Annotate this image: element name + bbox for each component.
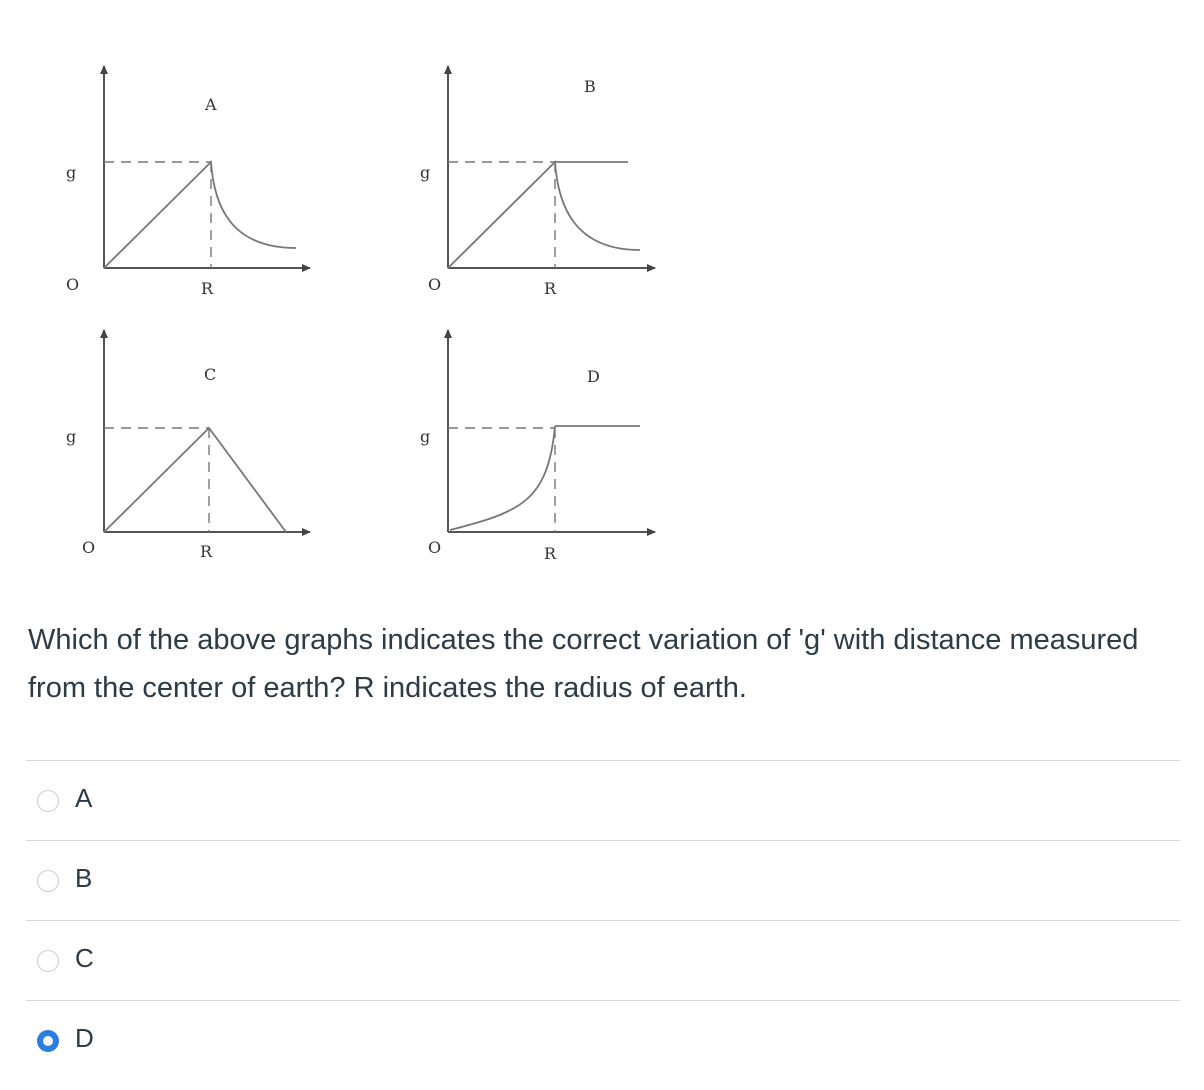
graph-a-origin-label: O <box>66 275 80 294</box>
graph-b-y-label: g <box>420 163 431 182</box>
graph-c-curve <box>104 428 286 532</box>
answer-label: B <box>75 863 93 893</box>
graph-b <box>420 66 655 298</box>
radio-button[interactable] <box>37 950 59 972</box>
graph-b-origin-label: O <box>428 275 442 294</box>
graph-d-curve <box>450 426 555 530</box>
graph-d-origin-label: O <box>428 538 442 557</box>
graph-d-y-label: g <box>420 427 431 446</box>
graph-b-curve <box>448 162 640 268</box>
graph-b-title: B <box>584 77 596 96</box>
graph-a-title: A <box>205 95 217 114</box>
answer-label: A <box>75 783 93 813</box>
answer-option-b[interactable] <box>26 840 1180 920</box>
answer-list <box>26 760 1180 1080</box>
question-text: Which of the above graphs indicates the correct variation of 'g' with distance measured from the center of earth? R indicates the radius of earth. <box>28 624 1139 704</box>
graph-a-x-label: R <box>201 279 214 298</box>
radio-button[interactable] <box>37 790 59 812</box>
graph-c-y-label: g <box>66 427 77 446</box>
graph-c <box>66 330 310 561</box>
graph-c-x-label: R <box>200 542 213 561</box>
graph-c-origin-label: O <box>82 538 96 557</box>
graph-b-x-label: R <box>544 279 557 298</box>
graph-d <box>420 330 655 563</box>
answer-option-c[interactable] <box>26 920 1180 1000</box>
answer-label: C <box>75 943 94 973</box>
graph-c-title: C <box>204 365 217 384</box>
answer-option-a[interactable] <box>26 760 1180 840</box>
answer-option-d[interactable] <box>26 1000 1180 1080</box>
radio-button[interactable] <box>37 870 59 892</box>
graph-d-title: D <box>587 367 600 386</box>
graph-a-y-label: g <box>66 163 77 182</box>
radio-button[interactable] <box>37 1030 59 1052</box>
answer-label: D <box>75 1023 94 1053</box>
graph-d-x-label: R <box>544 544 557 563</box>
graph-a-curve <box>104 162 296 268</box>
graph-a <box>66 66 310 298</box>
